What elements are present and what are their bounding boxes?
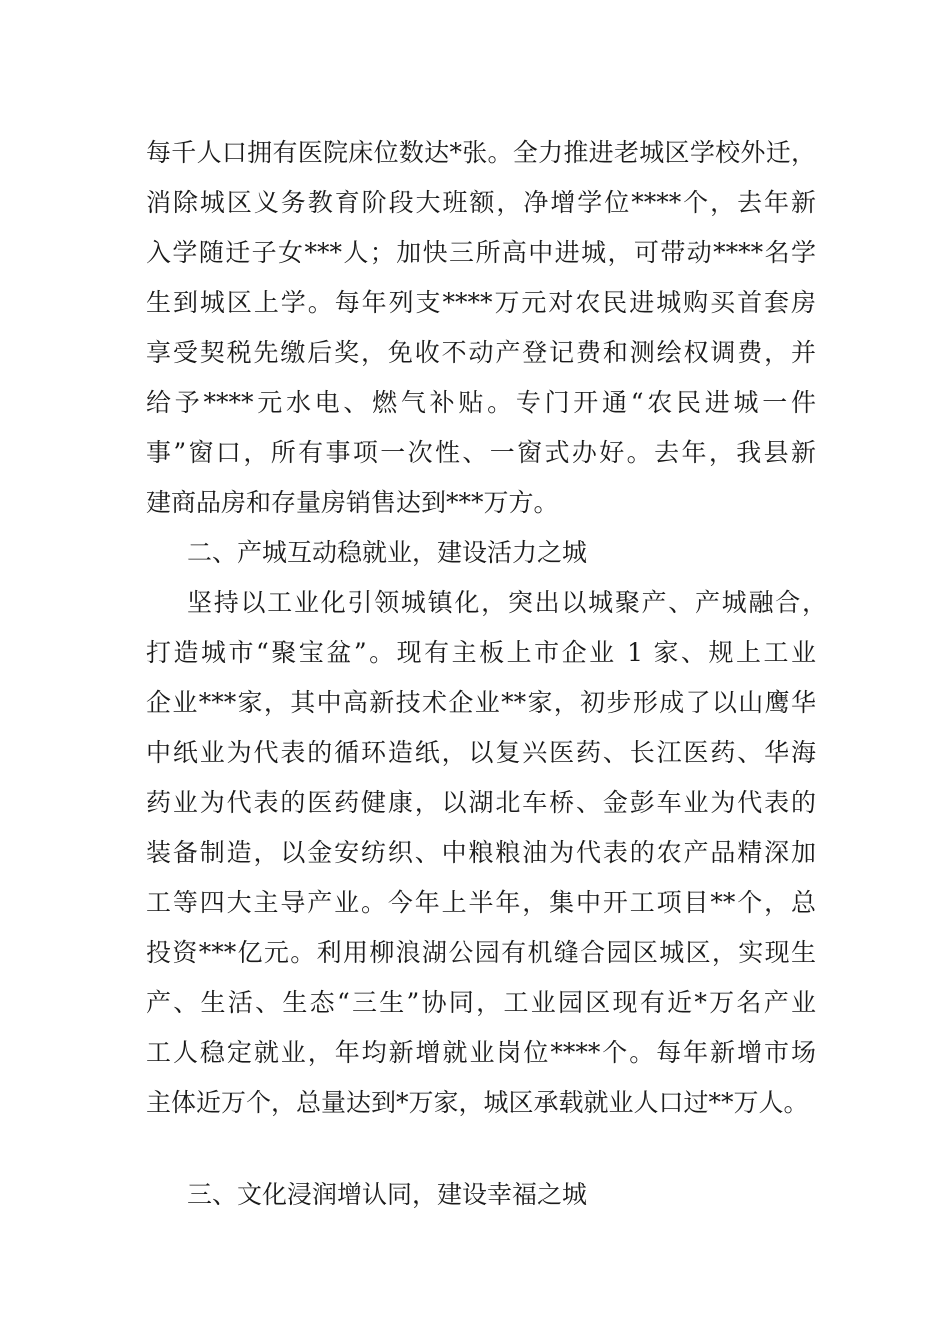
paragraph-1-line: 建商品房和存量房销售达到***万方。 — [146, 488, 559, 517]
section-heading-2: 二、产城互动稳就业，建设活力之城 — [187, 538, 588, 567]
paragraph-2-line: 投资***亿元。利用柳浪湖公园有机缝合园区城区，实现生 — [146, 938, 816, 967]
section-heading-3: 三、文化浸润增认同，建设幸福之城 — [187, 1180, 588, 1209]
paragraph-1-line: 每千人口拥有医院床位数达*张。全力推进老城区学校外迁， — [146, 138, 816, 167]
paragraph-1-line: 事”窗口，所有事项一次性、一窗式办好。去年，我县新 — [146, 438, 816, 467]
paragraph-2-line: 药业为代表的医药健康，以湖北车桥、金彭车业为代表的 — [146, 788, 816, 817]
paragraph-2-line: 工等四大主导产业。今年上半年，集中开工项目**个，总 — [146, 888, 816, 917]
paragraph-1-line: 享受契税先缴后奖，免收不动产登记费和测绘权调费，并 — [146, 338, 816, 367]
paragraph-1-line: 消除城区义务教育阶段大班额，净增学位****个，去年新 — [146, 188, 816, 217]
paragraph-2-line: 坚持以工业化引领城镇化，突出以城聚产、产城融合， — [187, 588, 827, 617]
paragraph-1-line: 入学随迁子女***人；加快三所高中进城，可带动****名学 — [146, 238, 816, 267]
paragraph-1-line: 给予****元水电、燃气补贴。专门开通“农民进城一件 — [146, 388, 816, 417]
paragraph-2-line: 企业***家，其中高新技术企业**家，初步形成了以山鹰华 — [146, 688, 816, 717]
paragraph-2-line: 中纸业为代表的循环造纸，以复兴医药、长江医药、华海 — [146, 738, 816, 767]
paragraph-2-line: 装备制造，以金安纺织、中粮粮油为代表的农产品精深加 — [146, 838, 816, 867]
paragraph-2-line: 产、生活、生态“三生”协同，工业园区现有近*万名产业 — [146, 988, 816, 1017]
paragraph-2-line: 打造城市“聚宝盆”。现有主板上市企业 1 家、规上工业 — [146, 638, 816, 667]
paragraph-2-line: 主体近万个，总量达到*万家，城区承载就业人口过**万人。 — [146, 1088, 809, 1117]
paragraph-1-line: 生到城区上学。每年列支****万元对农民进城购买首套房 — [146, 288, 816, 317]
paragraph-2-line: 工人稳定就业，年均新增就业岗位****个。每年新增市场 — [146, 1038, 816, 1067]
